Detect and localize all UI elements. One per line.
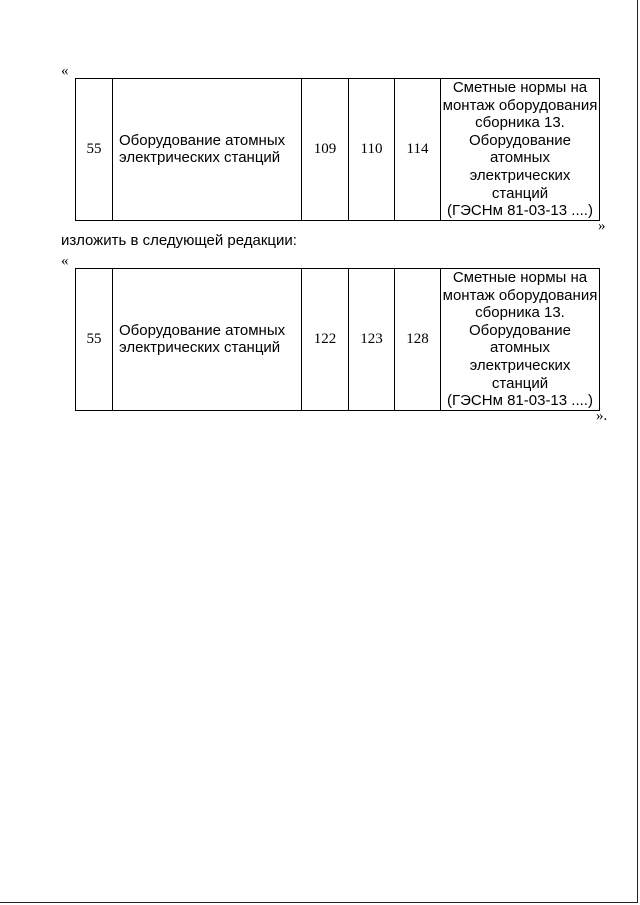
row-number: 55 <box>76 269 113 411</box>
reference-line: атомных <box>490 149 550 167</box>
equipment-name <box>113 269 302 411</box>
reference-line: Оборудование <box>468 321 572 339</box>
reference-cell <box>441 79 600 221</box>
equipment-name-line: Оборудование атомных <box>119 132 286 150</box>
reference-line: сборника 13. <box>475 304 565 322</box>
reference-line: (ГЭСНм 81-03-13 ....) <box>447 202 593 220</box>
closing-quote-old: » <box>598 218 606 234</box>
value-cell-1: 109 <box>302 79 349 221</box>
value-cell-2: 110 <box>349 79 395 221</box>
reference-line: Сметные нормы на <box>452 269 588 286</box>
opening-quote-new: « <box>61 253 69 269</box>
table-row <box>76 269 600 411</box>
reference-line: станций <box>491 184 549 202</box>
reference-line: монтаж оборудования <box>442 286 598 304</box>
opening-quote-old: « <box>61 63 69 79</box>
equipment-name-line: электрических станций <box>119 149 281 167</box>
reference-line: атомных <box>490 339 550 357</box>
reference-line: монтаж оборудования <box>442 96 598 114</box>
reference-line: электрических <box>469 166 571 184</box>
equipment-name-line: электрических станций <box>119 339 281 357</box>
reference-line: (ГЭСНм 81-03-13 ....) <box>447 392 593 410</box>
value-cell-3: 114 <box>395 79 441 221</box>
value-cell-1: 122 <box>302 269 349 411</box>
reference-line: сборника 13. <box>475 114 565 132</box>
reference-cell <box>441 269 600 411</box>
row-number: 55 <box>76 79 113 221</box>
reference-line: Оборудование <box>468 131 572 149</box>
closing-quote-new: ». <box>596 408 608 424</box>
reference-line: станций <box>491 374 549 392</box>
reference-line: Сметные нормы на <box>452 79 588 96</box>
instruction-text: изложить в следующей редакции: <box>61 232 297 249</box>
value-cell-2: 123 <box>349 269 395 411</box>
equipment-name <box>113 79 302 221</box>
old-norm-table <box>75 78 600 221</box>
value-cell-3: 128 <box>395 269 441 411</box>
new-norm-table <box>75 268 600 411</box>
reference-line: электрических <box>469 356 571 374</box>
table-row <box>76 79 600 221</box>
equipment-name-line: Оборудование атомных <box>119 322 286 340</box>
